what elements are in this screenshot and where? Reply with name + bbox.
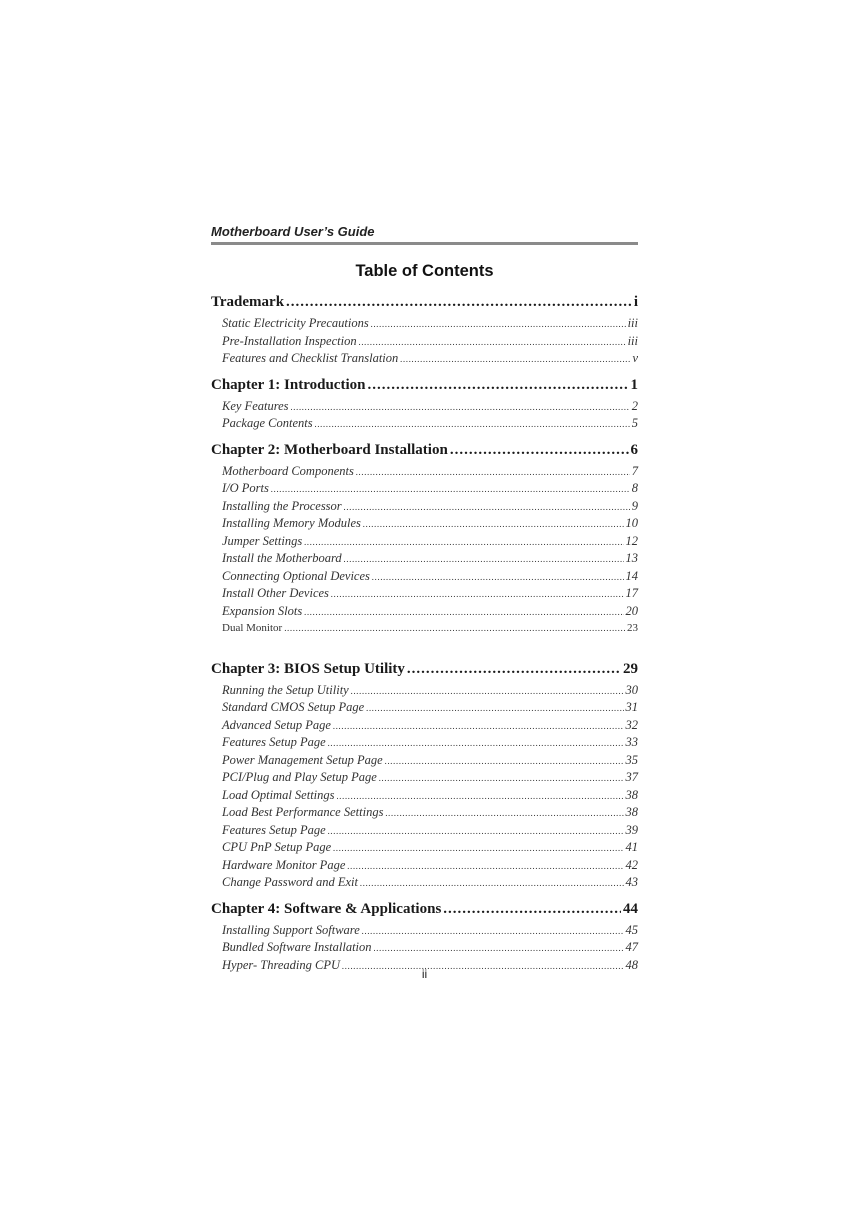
- dot-leader: [372, 569, 624, 587]
- toc-subentry-page: 38: [625, 787, 638, 802]
- toc-subentry-page: iii: [627, 316, 638, 330]
- dot-leader: [333, 840, 623, 858]
- toc-subentry-title: Install Other Devices: [222, 586, 329, 600]
- dot-leader: [385, 753, 624, 771]
- toc-subentry-page: 30: [625, 682, 638, 697]
- toc-entry-page: 6: [630, 441, 638, 458]
- dot-leader: [328, 823, 624, 841]
- toc-entry-sub[interactable]: [211, 533, 638, 551]
- toc-entry-page: i: [633, 294, 638, 310]
- toc-subentry-title: PCI/Plug and Play Setup Page: [222, 770, 377, 784]
- toc-subentry-title: Installing Support Software: [222, 922, 360, 937]
- toc-subentry-page: 13: [625, 551, 638, 565]
- toc-subentry-title: Standard CMOS Setup Page: [222, 700, 365, 714]
- toc-subentry-title: Package Contents: [222, 416, 313, 430]
- toc-subentry-page: 23: [627, 622, 638, 634]
- toc-entry-sub[interactable]: [211, 515, 638, 533]
- toc-section-chapter-4: [211, 896, 638, 975]
- toc-subentry-title: Change Password and Exit: [222, 875, 358, 889]
- header-rule: [211, 242, 638, 245]
- toc-subentry-page: 42: [625, 857, 638, 872]
- dot-leader: [362, 923, 624, 941]
- toc-subentry-title: Dual Monitor: [222, 622, 283, 634]
- dot-leader: [359, 334, 626, 352]
- toc-entry-sub[interactable]: [211, 315, 638, 333]
- dot-leader: [286, 289, 632, 315]
- toc-entry-sub[interactable]: [211, 717, 638, 735]
- dot-leader: [351, 683, 624, 701]
- toc-entry-sub[interactable]: [211, 939, 638, 957]
- dot-leader: [374, 940, 624, 958]
- toc-subentry-title: Install the Motherboard: [222, 551, 342, 565]
- toc-subentry-page: 8: [631, 481, 638, 495]
- toc-subentry-page: 43: [625, 875, 638, 889]
- dot-leader: [344, 551, 624, 569]
- toc-entry-sub[interactable]: [211, 498, 638, 516]
- toc-subentry-title: Load Best Performance Settings: [222, 805, 384, 819]
- toc-entry-sub[interactable]: [211, 333, 638, 351]
- toc-subentry-title: Power Management Setup Page: [222, 752, 383, 767]
- toc-entry-sub[interactable]: [211, 480, 638, 498]
- toc-subentry-page: iii: [627, 333, 638, 348]
- toc-entry-main[interactable]: [211, 896, 638, 922]
- toc-entry-sub[interactable]: [211, 398, 638, 416]
- toc-subentry-page: 2: [631, 398, 638, 413]
- dot-leader: [304, 534, 623, 552]
- toc-subentry-title: Jumper Settings: [222, 533, 303, 548]
- toc-entry-sub[interactable]: [211, 568, 638, 586]
- dot-leader: [315, 416, 630, 434]
- toc-subentry-title: Hardware Monitor Page: [222, 857, 346, 872]
- toc-entry-title: Chapter 3: BIOS Setup Utility: [211, 660, 405, 677]
- toc-subentry-page: 7: [631, 463, 638, 478]
- toc-subentry-title: I/O Ports: [222, 481, 269, 495]
- toc-subentry-title: Installing the Processor: [222, 498, 342, 513]
- dot-leader: [367, 372, 628, 398]
- dot-leader: [331, 586, 624, 604]
- toc-entry-sub[interactable]: [211, 415, 638, 433]
- toc-subentry-page: 45: [625, 922, 638, 937]
- toc-subentry-page: 14: [625, 568, 638, 583]
- dot-leader: [360, 875, 624, 893]
- toc-section-chapter-1: [211, 372, 638, 433]
- toc-subentry-page: 33: [625, 735, 638, 749]
- toc-entry-sub[interactable]: [211, 822, 638, 840]
- toc-subentry-title: Features and Checklist Translation: [222, 351, 399, 365]
- toc-subentry-title: CPU PnP Setup Page: [222, 840, 332, 854]
- dot-leader: [363, 516, 624, 534]
- toc-subentry-title: Connecting Optional Devices: [222, 568, 370, 583]
- toc-subentry-title: Bundled Software Installation: [222, 940, 372, 954]
- toc-page: [211, 223, 638, 981]
- toc-subentry-page: 31: [625, 700, 638, 714]
- toc-subentry-page: 32: [625, 717, 638, 732]
- toc-subentry-title: Load Optimal Settings: [222, 787, 335, 802]
- toc-entry-main[interactable]: [211, 437, 638, 463]
- toc-subentry-title: Advanced Setup Page: [222, 717, 331, 732]
- dot-leader: [450, 437, 629, 463]
- toc-subentry-title: Expansion Slots: [222, 603, 303, 618]
- toc-section-chapter-2: [211, 437, 638, 638]
- toc-subentry-page: 39: [625, 822, 638, 837]
- toc-subentry-title: Key Features: [222, 398, 289, 413]
- toc-subentry-page: 12: [625, 533, 638, 548]
- toc-entry-main[interactable]: [211, 289, 638, 315]
- toc-subentry-page: 35: [625, 752, 638, 767]
- dot-leader: [284, 620, 625, 638]
- toc-subentry-page: v: [632, 351, 638, 365]
- toc-entry-page: 44: [623, 900, 638, 917]
- toc-title: Table of Contents: [355, 262, 494, 280]
- dot-leader: [271, 481, 630, 499]
- toc-subentry-page: 20: [625, 603, 638, 618]
- toc-entry-page: 29: [623, 660, 638, 677]
- section-gap: [211, 642, 638, 656]
- toc-entry-sub[interactable]: [211, 787, 638, 805]
- toc-entry-sub[interactable]: [211, 350, 638, 368]
- toc-subentry-page: 38: [625, 805, 638, 819]
- toc-subentry-title: Hyper- Threading CPU: [222, 957, 341, 972]
- toc-subentry-title: Pre-Installation Inspection: [222, 333, 357, 348]
- dot-leader: [366, 700, 623, 718]
- toc-entry-sub[interactable]: [211, 922, 638, 940]
- toc-subentry-title: Static Electricity Precautions: [222, 316, 369, 330]
- toc-entry-sub[interactable]: [211, 463, 638, 481]
- toc-entry-title: Chapter 2: Motherboard Installation: [211, 441, 448, 458]
- toc-subentry-title: Features Setup Page: [222, 735, 326, 749]
- toc-subentry-page: 10: [625, 516, 638, 530]
- toc-entry-sub[interactable]: [211, 769, 638, 787]
- dot-leader: [400, 351, 630, 369]
- toc-subentry-title: Running the Setup Utility: [222, 682, 349, 697]
- toc-subentry-title: Motherboard Components: [222, 463, 354, 478]
- toc-subentry-page: 17: [625, 586, 638, 600]
- dot-leader: [347, 858, 623, 876]
- toc-entry-sub[interactable]: [211, 734, 638, 752]
- toc-subentry-page: 5: [631, 416, 638, 430]
- toc-entry-sub[interactable]: [211, 682, 638, 700]
- dot-leader: [328, 735, 624, 753]
- toc-subentry-page: 9: [631, 498, 638, 513]
- toc-entry-title: Trademark: [211, 294, 285, 310]
- toc-entry-title: Chapter 1: Introduction: [211, 376, 366, 393]
- toc-entry-sub[interactable]: [211, 620, 638, 638]
- toc-entry-main[interactable]: [211, 372, 638, 398]
- toc-subentry-page: 37: [625, 770, 638, 784]
- toc-entry-sub[interactable]: [211, 752, 638, 770]
- dot-leader: [304, 604, 623, 622]
- dot-leader: [337, 788, 624, 806]
- toc-subentry-title: Installing Memory Modules: [222, 516, 361, 530]
- dot-leader: [356, 464, 630, 482]
- toc-entry-sub[interactable]: [211, 857, 638, 875]
- toc-subentry-page: 41: [625, 840, 638, 854]
- dot-leader: [344, 499, 630, 517]
- toc-entry-sub[interactable]: [211, 550, 638, 568]
- toc-section-trademark: [211, 289, 638, 368]
- running-header: Motherboard User’s Guide: [211, 224, 375, 239]
- toc-subentry-page: 47: [625, 940, 638, 954]
- toc-entry-sub[interactable]: [211, 804, 638, 822]
- toc-entry-sub[interactable]: [211, 874, 638, 892]
- dot-leader: [379, 770, 624, 788]
- toc-entry-page: 1: [630, 376, 638, 393]
- toc-entry-sub[interactable]: [211, 839, 638, 857]
- toc-subentry-page: 48: [625, 957, 638, 972]
- toc-section-chapter-3: [211, 656, 638, 892]
- dot-leader: [333, 718, 624, 736]
- toc-subentry-title: Features Setup Page: [222, 822, 326, 837]
- page-number: ii: [421, 967, 428, 981]
- toc-entry-sub[interactable]: [211, 603, 638, 621]
- dot-leader: [371, 316, 626, 334]
- toc-entry-sub[interactable]: [211, 585, 638, 603]
- toc-entry-main[interactable]: [211, 656, 638, 682]
- toc-entry-title: Chapter 4: Software & Applications: [211, 900, 442, 917]
- dot-leader: [407, 656, 621, 682]
- dot-leader: [291, 399, 630, 417]
- dot-leader: [385, 805, 623, 823]
- toc-list: [211, 289, 638, 974]
- dot-leader: [443, 896, 621, 922]
- toc-entry-sub[interactable]: [211, 699, 638, 717]
